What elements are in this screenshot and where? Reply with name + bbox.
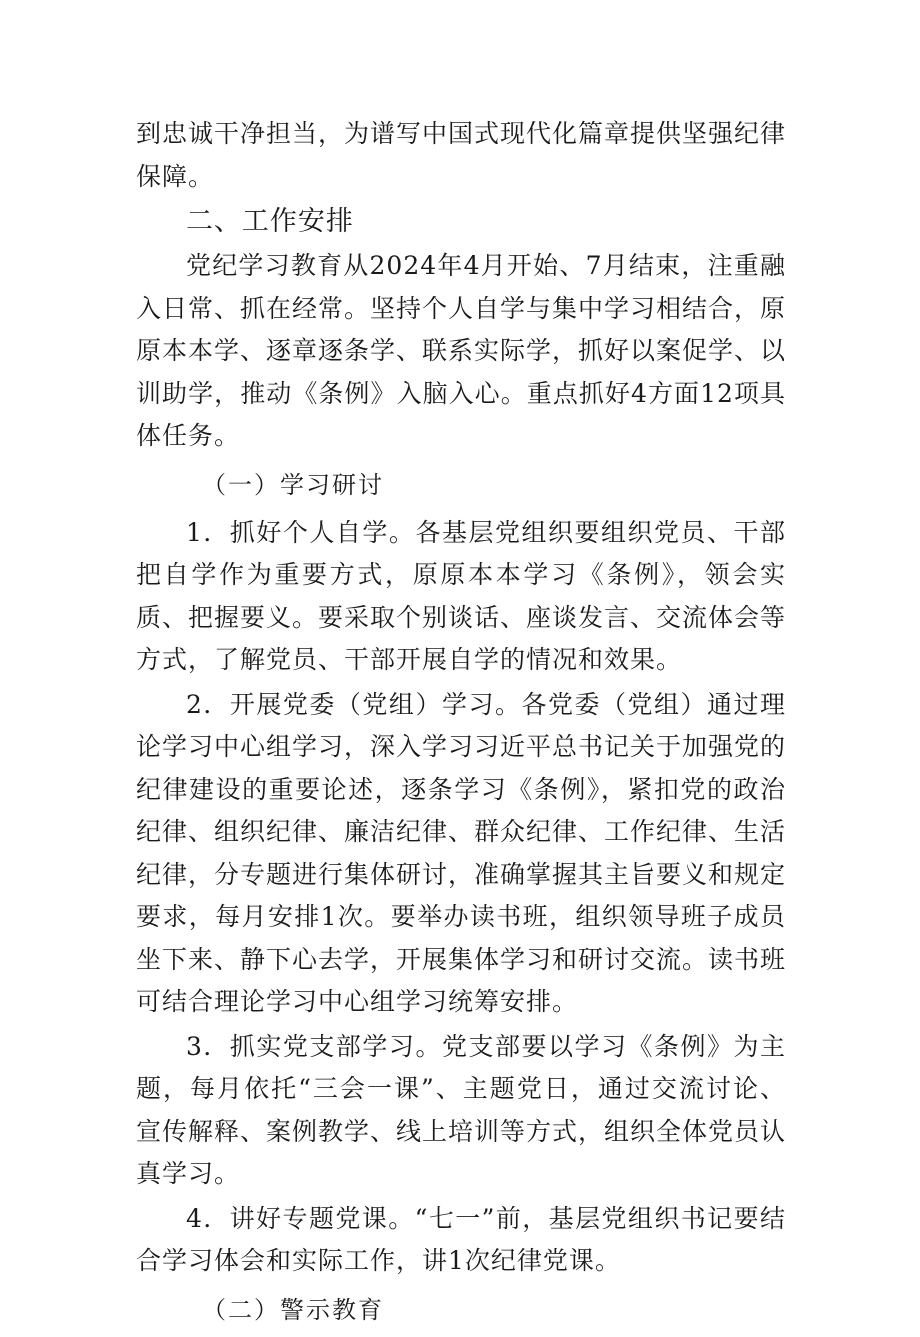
subsection-one-heading: （一）学习研讨	[202, 470, 384, 499]
section-two-paragraph: 党纪学习教育从2024年4月开始、7月结束，注重融入日常、抓在经常。坚持个人自学与集中学习相结合，原原本本学、逐章逐条学、联系实际学，抓好以案促学、以训助学，推动《条例》入脑入心。重点抓好4方面12项具体任务。	[136, 251, 787, 450]
section-two-heading: 二、工作安排	[185, 206, 354, 237]
item-2-paragraph: 2．开展党委（党组）学习。各党委（党组）通过理论学习中心组学习，深入学习习近平总书记关于加强党的纪律建设的重要论述，逐条学习《条例》，紧扣党的政治纪律、组织纪律、廉洁纪律、群众纪律、工作纪律、生活纪律，分专题进行集体研讨，准确掌握其主旨要义和规定要求，每月安排1次。要举办读书班，组织领导班子成员坐下来、静下心去学，开展集体学习和研讨交流。读书班可结合理论学习中心组学习统筹安排。	[136, 689, 787, 1016]
subsection-two-heading: （二）警示教育	[202, 1295, 384, 1324]
item-3-paragraph: 3．抓实党支部学习。党支部要以学习《条例》为主题，每月依托“三会一课”、主题党日，通过交流讨论、宣传解释、案例教学、线上培训等方式，组织全体党员认真学习。	[136, 1031, 787, 1188]
item-4-paragraph: 4．讲好专题党课。“七一”前，基层党组织书记要结合学习体会和实际工作，讲1次纪律党课。	[136, 1203, 786, 1275]
item-1-paragraph: 1．抓好个人自学。各基层党组织要组织党员、干部把自学作为重要方式，原原本本学习《条例》，领会实质、把握要义。要采取个别谈话、座谈发言、交流体会等方式，了解党员、干部开展自学的情况和效果。	[136, 517, 787, 674]
intro-paragraph-tail: 到忠诚干净担当，为谱写中国式现代化篇章提供坚强纪律保障。	[136, 119, 787, 191]
document-body	[136, 113, 786, 1337]
